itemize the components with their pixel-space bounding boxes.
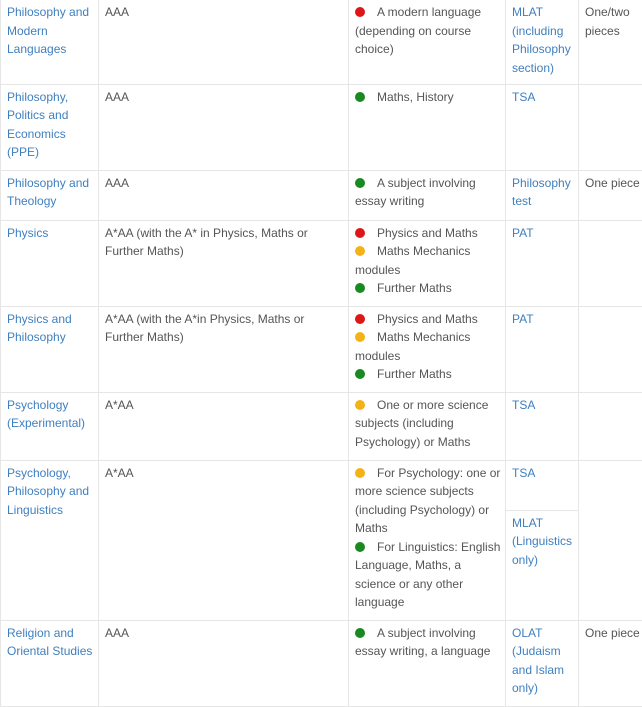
amber-circle-icon <box>355 468 365 478</box>
written-work: One piece <box>579 170 642 220</box>
subject-requirements <box>349 220 506 306</box>
written-work <box>579 460 642 620</box>
subject-requirements <box>349 306 506 392</box>
table-row <box>1 306 642 392</box>
amber-circle-icon <box>355 400 365 410</box>
subject-requirements <box>349 392 506 460</box>
subject-requirements <box>349 0 506 84</box>
green-circle-icon <box>355 369 365 379</box>
grade-requirement: AAA <box>99 620 349 706</box>
green-circle-icon <box>355 92 365 102</box>
subject-requirements <box>349 170 506 220</box>
grade-requirement: A*AA (with the A* in Physics, Maths or Further Maths) <box>99 220 349 306</box>
course-name[interactable]: Philosophy and Theology <box>1 170 99 220</box>
table-row <box>1 220 642 306</box>
admissions-test[interactable]: TSA <box>506 461 578 511</box>
table-row <box>1 460 642 620</box>
requirement-item: A subject involving essay writing <box>355 174 501 211</box>
admissions-test[interactable]: TSA <box>506 84 579 170</box>
requirement-item: Further Maths <box>355 279 501 298</box>
admissions-tests-cell <box>506 460 579 620</box>
requirement-item: Physics and Maths <box>355 310 501 329</box>
table-row <box>1 170 642 220</box>
grade-requirement: AAA <box>99 84 349 170</box>
requirement-item: For Linguistics: English Language, Maths, a science or any other language <box>355 538 501 612</box>
course-name[interactable]: Physics <box>1 220 99 306</box>
subject-requirements <box>349 84 506 170</box>
admissions-test[interactable]: PAT <box>506 220 579 306</box>
course-name[interactable]: Philosophy, Politics and Economics (PPE) <box>1 84 99 170</box>
admissions-test[interactable]: Philosophy test <box>506 170 579 220</box>
table-row <box>1 392 642 460</box>
course-name[interactable]: Philosophy and Modern Languages <box>1 0 99 84</box>
requirement-item: Physics and Maths <box>355 224 501 243</box>
requirement-item: One or more science subjects (including Psychology) or Maths <box>355 396 501 452</box>
table-row <box>1 0 642 84</box>
grade-requirement: AAA <box>99 170 349 220</box>
written-work <box>579 392 642 460</box>
table-row <box>1 620 642 706</box>
written-work <box>579 306 642 392</box>
written-work: One/two pieces <box>579 0 642 84</box>
requirement-item: A modern language (depending on course choice) <box>355 3 501 59</box>
subject-requirements <box>349 620 506 706</box>
red-circle-icon <box>355 314 365 324</box>
course-name[interactable]: Psychology, Philosophy and Linguistics <box>1 460 99 620</box>
requirement-item: A subject involving essay writing, a language <box>355 624 501 661</box>
admissions-test[interactable]: MLAT (Linguistics only) <box>506 511 578 576</box>
red-circle-icon <box>355 228 365 238</box>
green-circle-icon <box>355 283 365 293</box>
grade-requirement: A*AA <box>99 460 349 620</box>
amber-circle-icon <box>355 246 365 256</box>
requirement-item: Maths Mechanics modules <box>355 328 501 365</box>
requirement-item: For Psychology: one or more science subjects (including Psychology) or Maths <box>355 464 501 538</box>
requirement-item: Maths, History <box>355 88 501 107</box>
admissions-test[interactable]: OLAT (Judaism and Islam only) <box>506 620 579 706</box>
written-work <box>579 220 642 306</box>
green-circle-icon <box>355 628 365 638</box>
green-circle-icon <box>355 542 365 552</box>
grade-requirement: A*AA <box>99 392 349 460</box>
course-name[interactable]: Religion and Oriental Studies <box>1 620 99 706</box>
requirement-item: Maths Mechanics modules <box>355 242 501 279</box>
admissions-test[interactable]: PAT <box>506 306 579 392</box>
amber-circle-icon <box>355 332 365 342</box>
subject-requirements <box>349 460 506 620</box>
grade-requirement: A*AA (with the A*in Physics, Maths or Further Maths) <box>99 306 349 392</box>
grade-requirement: AAA <box>99 0 349 84</box>
green-circle-icon <box>355 178 365 188</box>
requirement-item: Further Maths <box>355 365 501 384</box>
written-work: One piece <box>579 620 642 706</box>
table-row <box>1 84 642 170</box>
course-name[interactable]: Physics and Philosophy <box>1 306 99 392</box>
admissions-test[interactable]: TSA <box>506 392 579 460</box>
admissions-test[interactable]: MLAT (including Philosophy section) <box>506 0 579 84</box>
written-work <box>579 84 642 170</box>
red-circle-icon <box>355 7 365 17</box>
course-name[interactable]: Psychology (Experimental) <box>1 392 99 460</box>
